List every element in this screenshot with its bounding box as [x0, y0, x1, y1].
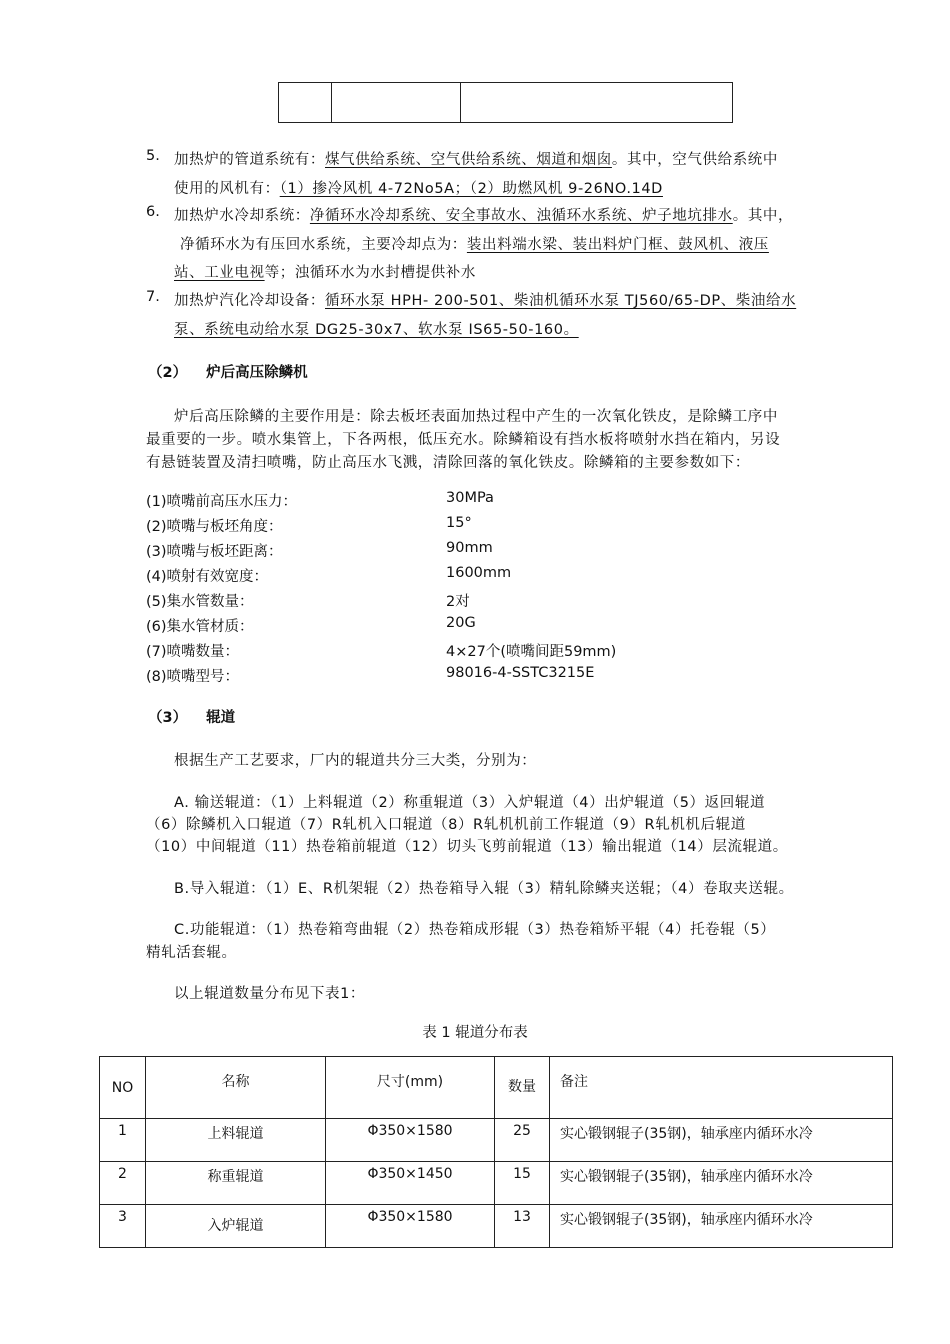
cell-qty: 15 [495, 1162, 550, 1205]
cell-remark: 实心锻钢辊子(35钢)，轴承座内循环水冷 [550, 1205, 893, 1248]
underlined-text: 站、工业电视 [174, 265, 265, 281]
param-value: 15° [446, 515, 472, 531]
paragraph-line: 以上辊道数量分布见下表1： [174, 986, 366, 1002]
paragraph-line: （6）除鳞机入口辊道（7）R轧机入口辊道（8）R轧机机前工作辊道（9）R轧机机后辊道 [146, 817, 746, 833]
paragraph-line: A. 输送辊道：（1）上料辊道（2）称重辊道（3）入炉辊道（4）出炉辊道（5）返回辊道 [174, 795, 766, 811]
param-value: 90mm [446, 540, 493, 556]
item-line [180, 233, 769, 254]
table-row [100, 1162, 893, 1205]
item-line [174, 261, 476, 282]
cell-name: 入炉辊道 [146, 1205, 326, 1248]
paragraph-line: 有悬链装置及清扫喷嘴，防止高压水飞溅，清除回落的氧化铁皮。除鳞箱的主要参数如下： [146, 455, 750, 471]
underlined-text: 泵、系统电动给水泵 DG25-30x7、软水泵 IS65-50-160。 [174, 322, 579, 338]
param-label: (8)喷嘴型号： [146, 669, 240, 685]
header-cell-name: 名称 [146, 1057, 326, 1119]
param-label: (1)喷嘴前高压水压力： [146, 494, 298, 510]
cell-name: 上料辊道 [146, 1119, 326, 1162]
prev-table-cell [461, 83, 733, 123]
underlined-text: 循环水泵 HPH- 200-501、柴油机循环水泵 TJ560/65-DP、柴油给水 [325, 293, 797, 309]
roller-table [99, 1056, 893, 1248]
underlined-text: （1）掺冷风机 4-72No5A；（2）助燃风机 9-26NO.14D [279, 181, 663, 197]
text: 加热炉水冷却系统： [174, 208, 310, 224]
heading-title: 辊道 [206, 710, 236, 726]
cell-no: 2 [100, 1162, 146, 1205]
text: 等；浊循环水为水封槽提供补水 [264, 265, 477, 281]
cell-qty: 25 [495, 1119, 550, 1162]
param-label: (6)集水管材质： [146, 619, 254, 635]
text: 使用的风机有： [174, 181, 280, 197]
item-line [174, 289, 796, 310]
param-label: (4)喷射有效宽度： [146, 569, 269, 585]
section-heading [148, 361, 308, 382]
text: 。其中， [732, 208, 794, 224]
paragraph-line: C.功能辊道：（1）热卷箱弯曲辊（2）热卷箱成形辊（3）热卷箱矫平辊（4）托卷辊（5） [174, 922, 776, 938]
table-header-row [100, 1057, 893, 1119]
heading-title: 炉后高压除鳞机 [206, 365, 308, 381]
paragraph-line: 最重要的一步。喷水集管上，下各两根，低压充水。除鳞箱设有挡水板将喷射水挡在箱内，另设 [146, 432, 781, 448]
param-value: 30MPa [446, 490, 494, 506]
param-value: 98016-4-SSTC3215E [446, 665, 595, 681]
cell-name: 称重辊道 [146, 1162, 326, 1205]
section-heading [148, 706, 235, 727]
item-line [174, 204, 793, 225]
cell-size: Φ350×1580 [326, 1119, 495, 1162]
paragraph-line: 炉后高压除鳞的主要作用是：除去板坯表面加热过程中产生的一次氧化铁皮，是除鳞工序中 [174, 409, 778, 425]
cell-size: Φ350×1580 [326, 1205, 495, 1248]
table-caption: 表 1 辊道分布表 [422, 1025, 528, 1041]
item-number: 7. [146, 289, 160, 305]
heading-number: （2） [148, 365, 188, 381]
item-line [174, 177, 663, 198]
text: 净循环水为有压回水系统，主要冷却点为： [180, 237, 467, 253]
cell-qty: 13 [495, 1205, 550, 1248]
param-label: (2)喷嘴与板坯角度： [146, 519, 283, 535]
cell-size: Φ350×1450 [326, 1162, 495, 1205]
paragraph-line: B.导入辊道：（1）E、R机架辊（2）热卷箱导入辊（3）精轧除鳞夹送辊；（4）卷取夹送辊。 [174, 881, 794, 897]
cell-no: 1 [100, 1119, 146, 1162]
header-cell-no: NO [100, 1057, 146, 1119]
cell-remark: 实心锻钢辊子(35钢)，轴承座内循环水冷 [550, 1162, 893, 1205]
item-line [174, 148, 778, 169]
param-label: (5)集水管数量： [146, 594, 254, 610]
param-value: 1600mm [446, 565, 512, 581]
item-number: 5. [146, 148, 160, 164]
text: 。其中，空气供给系统中 [611, 152, 779, 168]
param-value: 20G [446, 615, 476, 631]
prev-table-cell [332, 83, 461, 123]
paragraph-line: （10）中间辊道（11）热卷箱前辊道（12）切头飞剪前辊道（13）输出辊道（14）层流辊道。 [146, 839, 788, 855]
param-label: (3)喷嘴与板坯距离： [146, 544, 283, 560]
paragraph-line: 根据生产工艺要求，厂内的辊道共分三大类，分别为： [174, 753, 537, 769]
header-cell-remark: 备注 [550, 1057, 893, 1119]
table-row [100, 1205, 893, 1248]
heading-number: （3） [148, 710, 188, 726]
param-label: (7)喷嘴数量： [146, 644, 240, 660]
underlined-text: 装出料端水梁、装出料炉门框、鼓风机、液压 [466, 237, 769, 253]
text: 加热炉的管道系统有： [174, 152, 325, 168]
prev-table-fragment [278, 82, 733, 123]
prev-table-cell [279, 83, 332, 123]
item-number: 6. [146, 204, 160, 220]
underlined-text: 煤气供给系统、空气供给系统、烟道和烟囱 [325, 152, 612, 168]
underlined-text: 净循环水冷却系统、安全事故水、浊循环水系统、炉子地坑排水 [309, 208, 733, 224]
cell-no: 3 [100, 1205, 146, 1248]
cell-remark: 实心锻钢辊子(35钢)，轴承座内循环水冷 [550, 1119, 893, 1162]
item-line [174, 318, 579, 339]
paragraph-line: 精轧活套辊。 [146, 945, 237, 961]
param-value: 2对 [446, 594, 470, 610]
param-value: 4×27个(喷嘴间距59mm) [446, 644, 617, 660]
table-row [100, 1119, 893, 1162]
header-cell-size: 尺寸(mm) [326, 1057, 495, 1119]
text: 加热炉汽化冷却设备： [174, 293, 325, 309]
header-cell-qty: 数量 [495, 1057, 550, 1119]
